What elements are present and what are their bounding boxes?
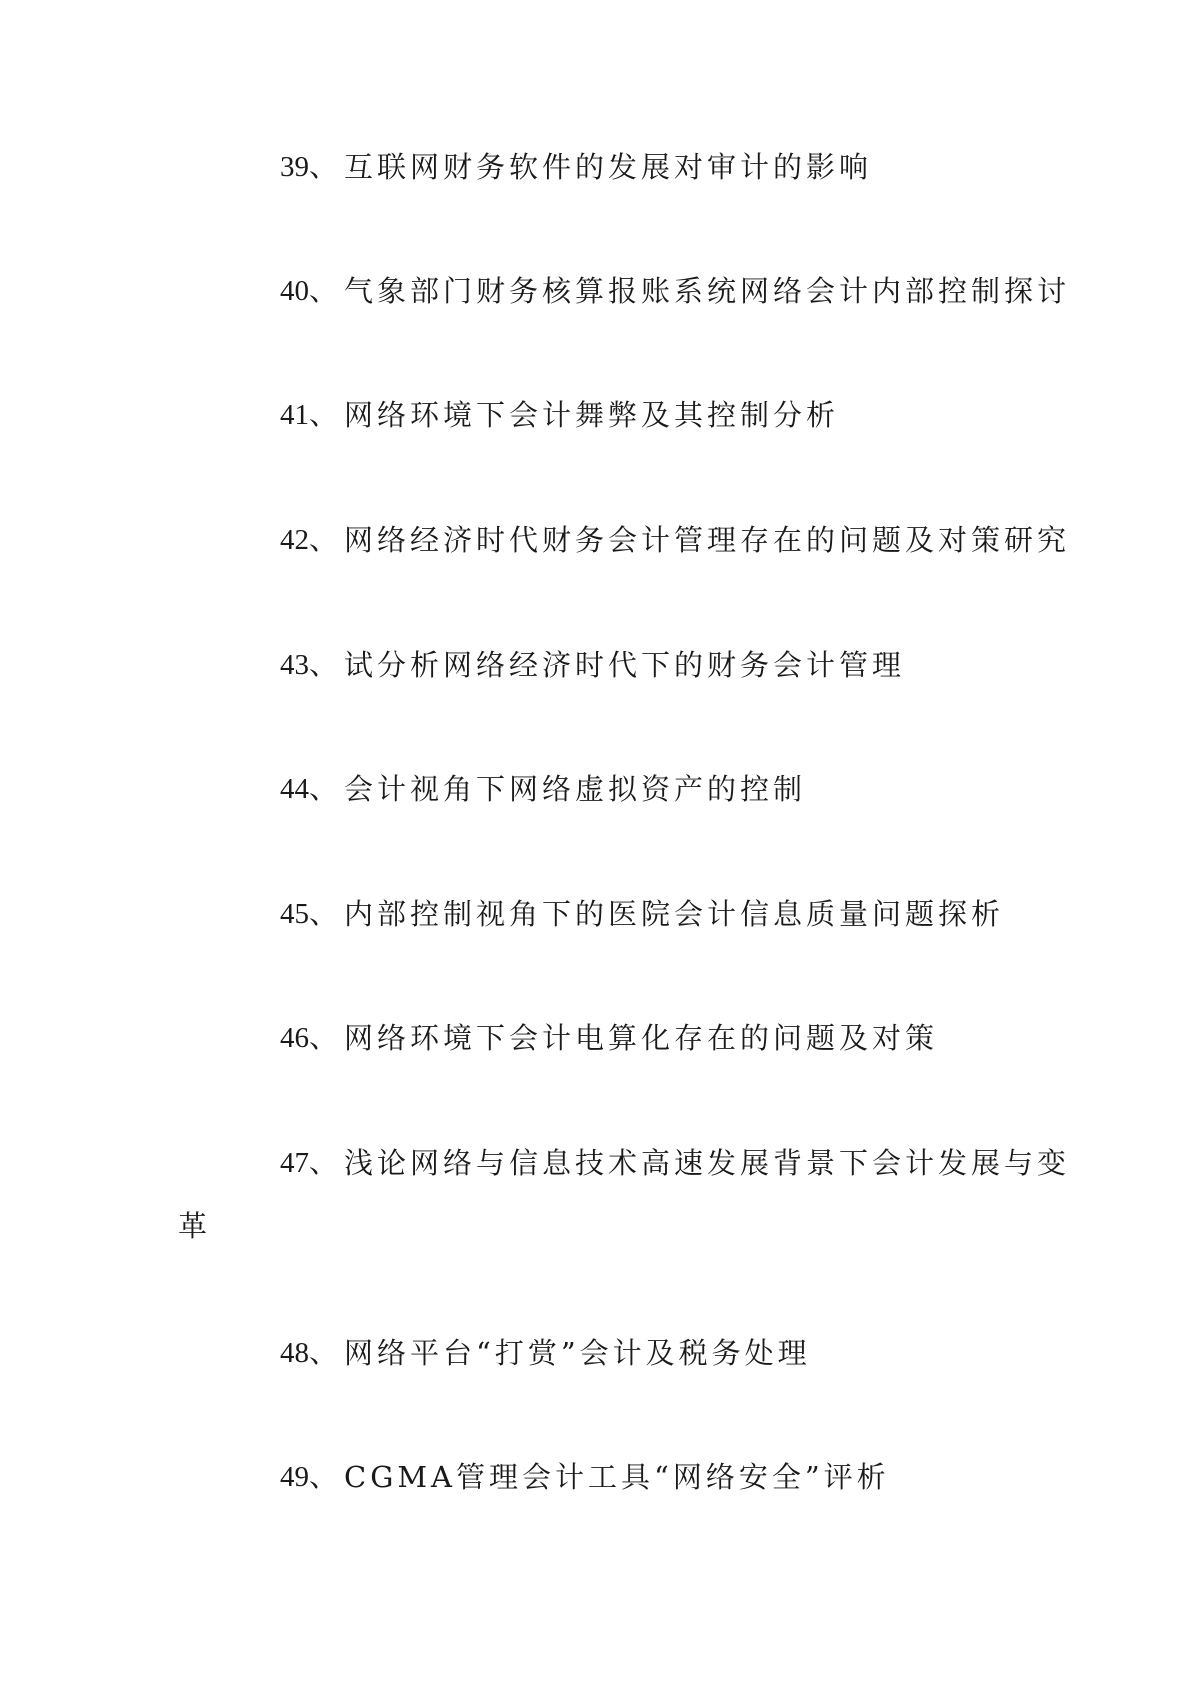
item-number: 44、 (280, 773, 339, 805)
item-title-continuation: 革 (178, 1209, 212, 1243)
item-number: 39、 (280, 151, 339, 183)
item-number: 46、 (280, 1022, 339, 1054)
item-title: CGMA管理会计工具“网络安全”评析 (344, 1460, 890, 1494)
item-number: 47、 (280, 1147, 339, 1179)
item-title: 网络平台“打赏”会计及税务处理 (344, 1336, 811, 1370)
item-title: 试分析网络经济时代下的财务会计管理 (344, 648, 906, 682)
item-title: 会计视角下网络虚拟资产的控制 (344, 772, 807, 806)
item-title: 内部控制视角下的医院会计信息质量问题探析 (344, 897, 1005, 931)
item-title: 网络环境下会计电算化存在的问题及对策 (344, 1021, 939, 1055)
item-title: 互联网财务软件的发展对审计的影响 (344, 150, 873, 184)
item-title: 网络环境下会计舞弊及其控制分析 (344, 398, 840, 432)
item-number: 48、 (280, 1337, 339, 1369)
item-number: 45、 (280, 898, 339, 930)
item-number: 40、 (280, 275, 339, 307)
item-number: 42、 (280, 524, 339, 556)
item-title: 气象部门财务核算报账系统网络会计内部控制探讨 (344, 274, 1071, 308)
item-number: 41、 (280, 399, 339, 431)
item-number: 43、 (280, 649, 339, 681)
item-title: 浅论网络与信息技术高速发展背景下会计发展与变 (344, 1146, 1071, 1180)
item-title: 网络经济时代财务会计管理存在的问题及对策研究 (344, 523, 1071, 557)
item-number: 49、 (280, 1461, 339, 1493)
